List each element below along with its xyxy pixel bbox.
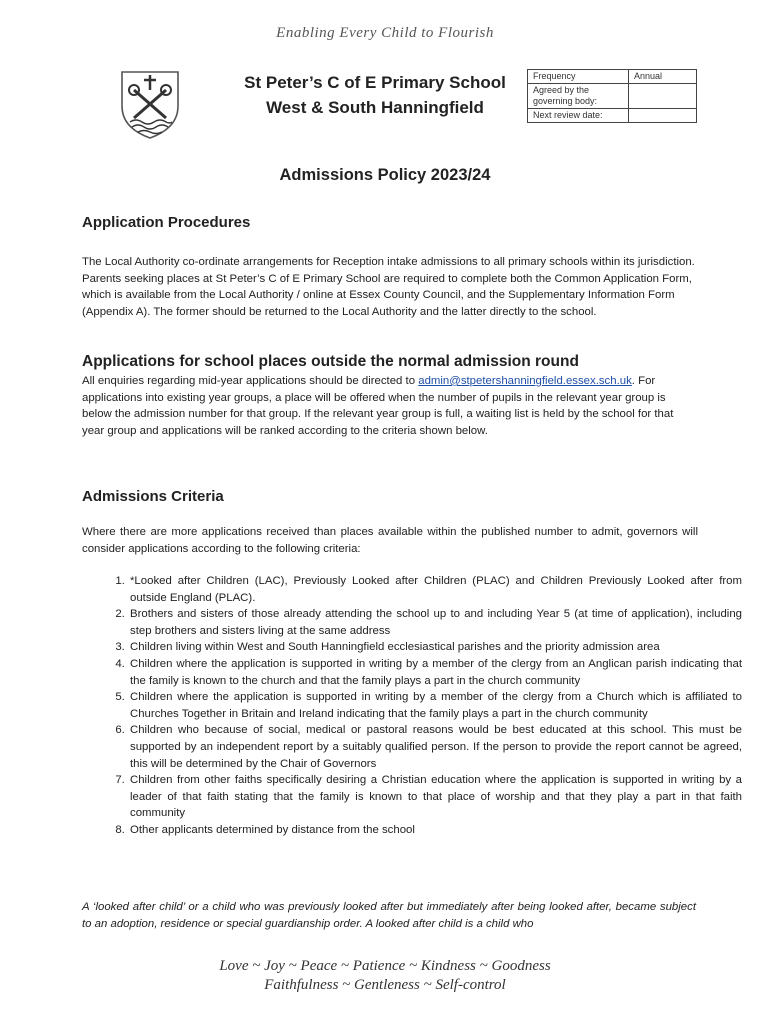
application-procedures-text: The Local Authority co-ordinate arrangements for Reception intake admissions to all primary schools within its jurisdiction. Parents seeking places at St Peter’s C of E Primary School are required to complete both the Common Application Form, which is available from the Local Authority / online at Essex County Council, and the Supplementary Information Form (Appendix A). The former should be returned to the Local Authority and the latter directly to the school. — [82, 256, 695, 318]
tagline: Enabling Every Child to Flourish — [276, 25, 494, 41]
school-crest-logo — [118, 66, 182, 140]
footer-line1: Love ~ Joy ~ Peace ~ Patience ~ Kindness ~ Goodness — [219, 958, 551, 974]
outside-round-heading: Applications for school places outside the normal admission round — [82, 353, 579, 370]
table-row — [528, 84, 697, 109]
admissions-criteria-heading: Admissions Criteria — [82, 488, 224, 505]
review-label: Next review date: — [528, 109, 629, 123]
outside-round-text — [82, 373, 698, 439]
outside-round-text-before: All enquiries regarding mid-year applications should be directed to — [82, 375, 416, 387]
list-item: 3. Children living within West and South Hanningfield ecclesiastical parishes and the priority admission area — [128, 639, 742, 656]
footer-values — [0, 957, 770, 995]
agreed-value — [629, 84, 697, 109]
criteria-list — [82, 573, 742, 839]
list-item: 7. Children from other faiths specifically desiring a Christian education where the application is supported in writing by a leader of that faith stating that the family is known to that place of worship and that they play a part in that faith community — [128, 772, 742, 822]
outside-round-text-after: . For applications into existing year groups, a place will be offered when the number of pupils in the relevant year group is below the admission number for that group. If the relevant year group is full, a waiting list is held by the school for that year group and applications will be ranked according to the criteria shown below. — [82, 375, 674, 437]
looked-after-child-note: A ‘looked after child’ or a child who was previously looked after but immediately after being looked after, became subject to an adoption, residence or special guardianship order. A looked after child is a child who — [82, 901, 696, 930]
application-procedures-heading: Application Procedures — [82, 214, 251, 231]
list-item: 5. Children where the application is supported in writing by a member of the clergy from a Church which is affiliated to Churches Together in Britain and Ireland indicating that the family plays a part in the church community — [128, 689, 742, 722]
frequency-value: Annual — [629, 70, 697, 84]
admin-email-link[interactable]: admin@stpetershanningfield.essex.sch.uk — [418, 375, 632, 387]
frequency-label: Frequency — [528, 70, 629, 84]
list-item: 2. Brothers and sisters of those already attending the school up to and including Year 5 (at time of application), including step brothers and sisters living at the same address — [128, 606, 742, 639]
footer-line2: Faithfulness ~ Gentleness ~ Self-control — [264, 977, 506, 993]
school-name-line2: West & South Hanningfield — [266, 98, 484, 117]
page-title: Admissions Policy 2023/24 — [279, 166, 491, 184]
school-name-line1: St Peter’s C of E Primary School — [244, 73, 506, 92]
list-item: 6. Children who because of social, medical or pastoral reasons would be best educated at this school. This must be supported by an independent report by a suitably qualified person. If the person to provide the report cannot be agreed, this will be determined by the Chair of Governors — [128, 722, 742, 772]
review-value — [629, 109, 697, 123]
list-item: 1. *Looked after Children (LAC), Previously Looked after Children (PLAC) and Children Previously Looked after from outside England (PLAC). — [128, 573, 742, 606]
policy-info-table — [527, 69, 697, 123]
table-row — [528, 109, 697, 123]
agreed-label: Agreed by the governing body: — [528, 84, 629, 109]
admissions-criteria-intro: Where there are more applications received than places available within the published number to admit, governors will consider applications according to the following criteria: — [82, 526, 698, 555]
list-item: 4. Children where the application is supported in writing by a member of the clergy from an Anglican parish indicating that the family is known to the church and that the family plays a part in the church community — [128, 656, 742, 689]
school-name — [225, 70, 525, 120]
table-row — [528, 70, 697, 84]
list-item: 8. Other applicants determined by distance from the school — [128, 822, 742, 839]
